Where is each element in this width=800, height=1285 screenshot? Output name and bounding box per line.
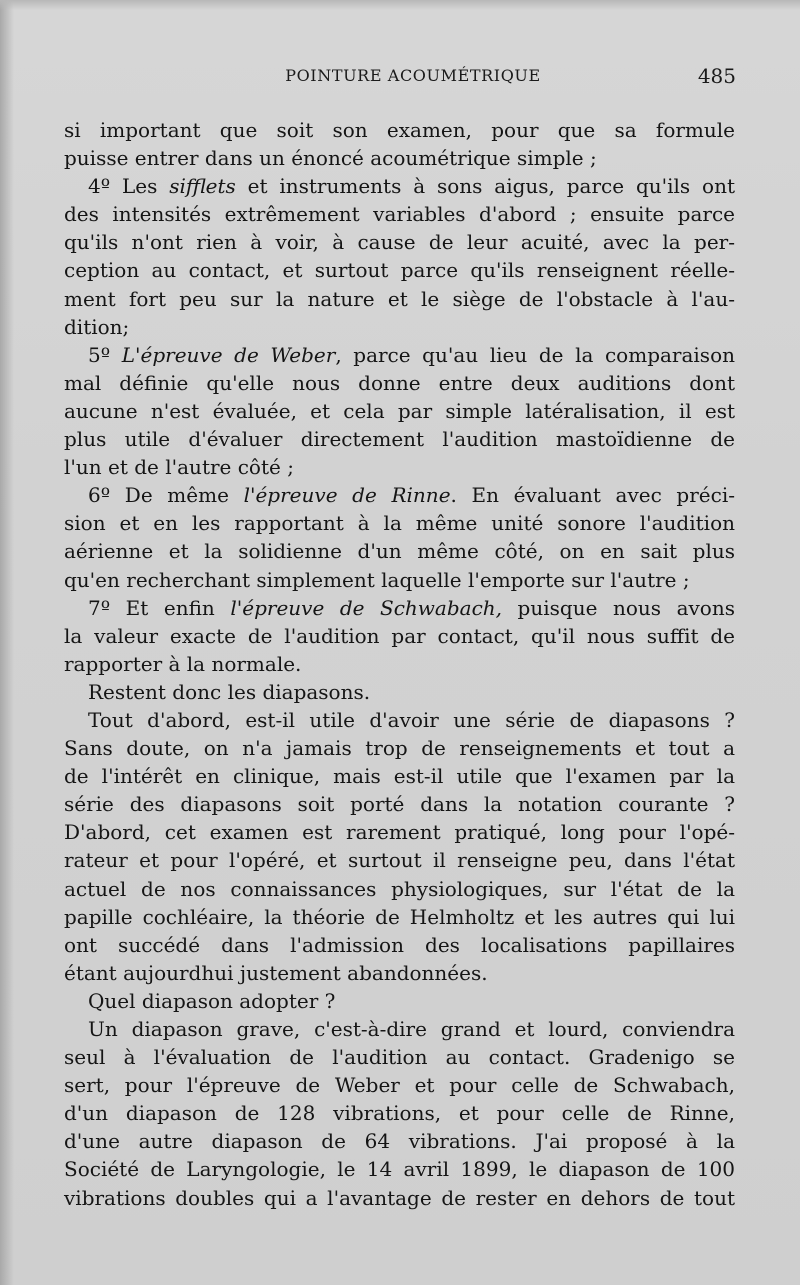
line-rest: puisque nous avons [502,595,735,620]
line-prefix: 4º Les [88,174,170,199]
line-prefix: 6º De même [88,483,244,508]
page-top-shadow [0,0,800,10]
line-prefix: 5º [88,342,122,367]
text-line: ment fort peu sur la nature et le siège de l'obstacle à l'au- [64,286,735,311]
page-header [90,66,736,92]
text-line: seul à l'évaluation de l'audition au contact. Gradenigo se [64,1045,735,1070]
line-rest: , parce qu'au lieu de la comparaison [335,342,735,367]
text-line: Quel diapason adopter ? [88,988,336,1013]
text-line: sion et en les rapportant à la même unité sonore l'audition [64,511,735,536]
text-line [64,341,735,369]
text-line [64,594,735,622]
text-line: Tout d'abord, est-il utile d'avoir une série de diapasons ? [88,707,735,732]
text-line: aérienne et la solidienne d'un même côté, on en sait plus [64,539,735,564]
text-line: dition; [64,314,130,339]
text-line: Société de Laryngologie, le 14 avril 1899, le diapason de 100 [64,1157,735,1182]
text-line: plus utile d'évaluer directement l'audition mastoïdienne de [64,427,735,452]
text-line: Sans doute, on n'a jamais trop de renseignements et tout a [64,736,735,761]
line-rest: . En évaluant avec préci- [450,483,735,508]
text-line: actuel de nos connaissances physiologiques, sur l'état de la [64,876,735,901]
line-prefix: 7º Et enfin [88,595,231,620]
text-line: rateur et pour l'opéré, et surtout il renseigne peu, dans l'état [64,848,735,873]
text-line: des intensités extrêmement variables d'abord ; ensuite parce [64,202,735,227]
text-line: puisse entrer dans un énoncé acoumétrique simple ; [64,146,597,171]
text-line: de l'intérêt en clinique, mais est-il utile que l'examen par la [64,764,735,789]
text-line: qu'en recherchant simplement laquelle l'emporte sur l'autre ; [64,567,690,592]
text-line: mal définie qu'elle nous donne entre deux auditions dont [64,370,735,395]
running-title: POINTURE ACOUMÉTRIQUE [285,66,541,85]
text-line: Un diapason grave, c'est-à-dire grand et lourd, conviendra [88,1017,735,1041]
text-line: Restent donc les diapasons. [88,679,371,704]
body-text [64,116,735,1212]
text-line [64,172,735,200]
line-italic: sifflets [169,174,236,199]
text-line: vibrations doubles qui a l'avantage de rester en dehors de tout [64,1185,735,1210]
text-line: si important que soit son examen, pour que sa formule [64,118,735,142]
text-line [64,481,735,509]
text-line: aucune n'est évaluée, et cela par simple latéralisation, il est [64,398,735,423]
line-rest: et instruments à sons aigus, parce qu'ils ont [235,174,735,199]
line-italic: l'épreuve de Rinne [243,483,451,508]
text-line: ont succédé dans l'admission des localisations papillaires [64,932,735,957]
text-line: ception au contact, et surtout parce qu'ils renseignent réelle- [64,258,735,283]
text-line: D'abord, cet examen est rarement pratiqué, long pour l'opé- [64,820,735,845]
text-line: d'un diapason de 128 vibrations, et pour celle de Rinne, [64,1101,735,1126]
page-number: 485 [697,64,736,88]
text-line: papille cochléaire, la théorie de Helmholtz et les autres qui lui [64,904,735,929]
page-edge-shadow [0,0,14,1285]
text-line: d'une autre diapason de 64 vibrations. J'ai proposé à la [64,1129,735,1154]
text-line: sert, pour l'épreuve de Weber et pour celle de Schwabach, [64,1073,735,1098]
text-line: série des diapasons soit porté dans la notation courante ? [64,792,735,817]
text-line: rapporter à la normale. [64,651,302,676]
text-line: l'un et de l'autre côté ; [64,455,294,480]
text-line: qu'ils n'ont rien à voir, à cause de leur acuité, avec la per- [64,230,735,255]
text-line: la valeur exacte de l'audition par contact, qu'il nous suffit de [64,623,735,648]
text-line: étant aujourdhui justement abandonnées. [64,960,488,985]
line-italic: L'épreuve de Weber [121,342,336,367]
line-italic: l'épreuve de Schwabach, [230,595,503,620]
